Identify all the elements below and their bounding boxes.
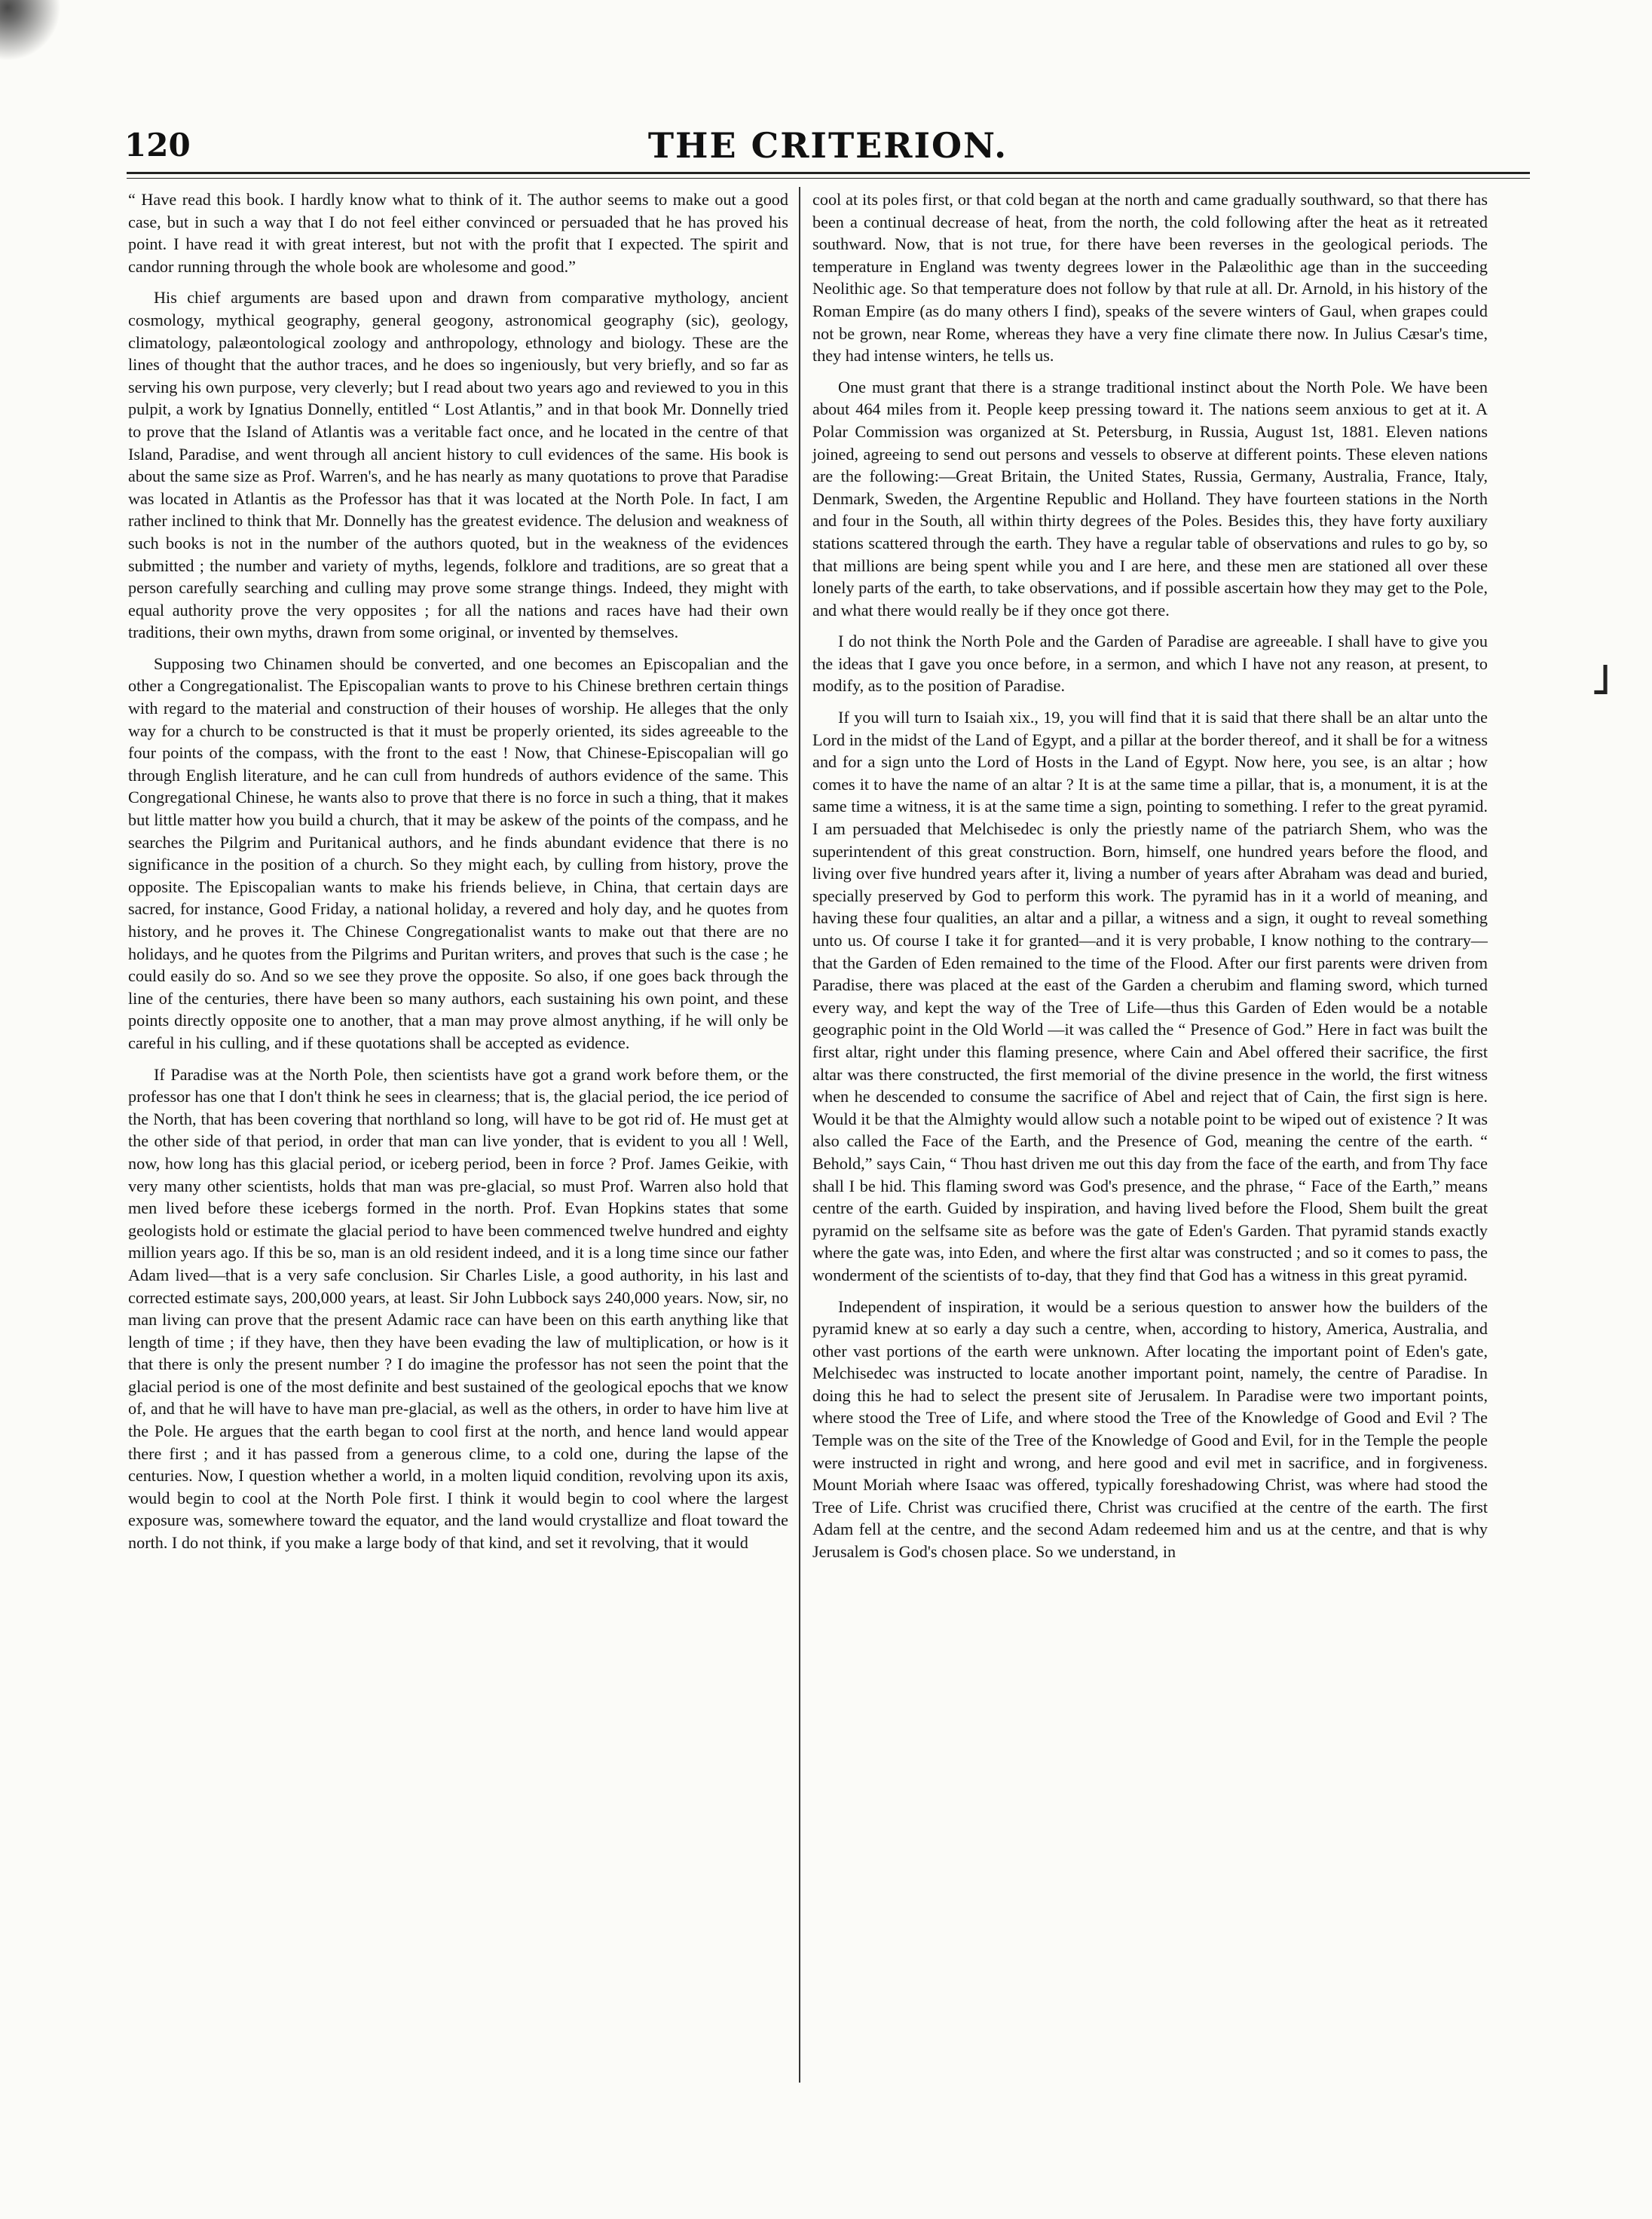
journal-title: THE CRITERION.	[647, 125, 1008, 166]
scan-corner-mark	[0, 0, 83, 68]
header-rule-thin	[127, 178, 1530, 179]
header-rule	[127, 172, 1530, 174]
paragraph: “ Have read this book. I hardly know what to think of it. The author seems to make out a good case, but in such a way that I do not feel either convinced or persuaded that he has proved his point. I have read it with great interest, but not with the profit that I expected. The spirit and candor running through the whole book are wholesome and good.”	[128, 190, 788, 276]
margin-mark: ˩	[1590, 656, 1611, 705]
paragraph: If you will turn to Isaiah xix., 19, you will find that it is said that there shall be an altar unto the Lord in the midst of the Land of Egypt, and a pillar at the border thereof, and it shall be for a witness and for a sign unto the Lord of Hosts in the Land of Egypt. Now here, you see, is an altar ; how comes it to have the name of an altar ? It is at the same time a pillar, that is, a monument, it is at the same time a witness, it is at the same time a sign, pointing to something. I refer to the great pyramid. I am persuaded that Melchisedec is only the priestly name of the patriarch Shem, who was the superintendent of this great construction. Born, himself, one hundred years before the flood, and living over five hundred years after it, living a number of years after Abraham was dead and buried, specially preserved by God to perform this work. The pyramid has in it a world of meaning, and having these four qualities, an altar and a pillar, a witness and a sign, it ought to reveal something unto us. Of course I take it for granted—and it is very probable, I know nothing to the contrary—that the Garden of Eden remained to the time of the Flood. After our first parents were driven from Paradise, there was placed at the east of the Garden a cherubim and flaming sword, which turned every way, and kept the way of the Tree of Life—thus this Garden of Eden would be a notable geographic point in the Old World —it was called the “ Presence of God.” Here in fact was built the first altar, right under this flaming presence, where Cain and Abel offered their sacrifice, the first altar was there constructed, the first memorial of the divine presence in the world, the first witness when he descended to consume the sacrifice of Abel and reject that of Cain, the first sign is here. Would it be that the Almighty would allow such a notable point to be wiped out of existence ? It was also called the Face of the Earth, and the Presence of God, meaning the centre of the earth. “ Behold,” says Cain, “ Thou hast driven me out this day from the face of the earth, and from Thy face shall I be hid. This flaming sword was God's presence, and the phrase, “ Face of the Earth,” means centre of the earth. Guided by inspiration, and having lived before the Flood, Shem built the great pyramid on the selfsame site as before was the gate of Eden's Garden. That pyramid stands exactly where the gate was, into Eden, and where the first altar was constructed ; and so it comes to pass, the wonderment of the scientists of to-day, that they find that God has a witness in this great pyramid.	[812, 708, 1488, 1284]
right-column	[812, 188, 1488, 1572]
page-number: 120	[124, 127, 191, 164]
paragraph: I do not think the North Pole and the Garden of Paradise are agreeable. I shall have to give you the ideas that I gave you once before, in a sermon, and which I have not any reason, at present, to modify, as to the position of Paradise.	[812, 632, 1488, 696]
paragraph: cool at its poles first, or that cold began at the north and came gradually southward, so that there has been a continual decrease of heat, from the north, the cold following after the heat as it retreated southward. Now, that is not true, for there have been reverses in the geological periods. The temperature in England was twenty degrees lower in the Palæolithic age than in the succeeding Neolithic age. So that temperature does not follow by that rule at all. Dr. Arnold, in his history of the Roman Empire (as do many others I find), speaks of the severe winters of Gaul, when grapes could not be grown, near Rome, whereas they have a very fine climate there now. In Julius Cæsar's time, they had intense winters, he tells us.	[812, 190, 1488, 366]
column-divider	[799, 187, 800, 2083]
page-header	[124, 119, 1531, 172]
paragraph: His chief arguments are based upon and drawn from comparative mythology, ancient cosmology, mythical geography, general geogony, astronomical geography (sic), geology, climatology, palæontological zoology and anthropology, ethnology and biology. These are the lines of thought that the author traces, and he does so ingeniously, but very briefly, and so far as serving his own purpose, very cleverly; but I read about two years ago and reviewed to you in this pulpit, a work by Ignatius Donnelly, entitled “ Lost Atlantis,” and in that book Mr. Donnelly tried to prove that the Island of Atlantis was a veritable fact once, and he located in the centre of that Island, Paradise, and went through all ancient history to cull evidences of the same. His book is about the same size as Prof. Warren's, and he has nearly as many quotations to prove that Paradise was located in Atlantis as the Professor has that it was located at the North Pole. In fact, I am rather inclined to think that Mr. Donnelly has the greatest evidence. The delusion and weakness of such books is not in the number of the authors quoted, but in the weakness of the evidences submitted ; the number and variety of myths, legends, folklore and traditions, are so great that a person carefully searching and culling may prove some strange things. Indeed, they might with equal authority prove the very opposites ; for all the nations and races have had their own traditions, their own myths, drawn from some original, or invented by themselves.	[128, 288, 788, 642]
paragraph: One must grant that there is a strange traditional instinct about the North Pole. We have been about 464 miles from it. People keep pressing toward it. The nations seem anxious to get at it. A Polar Commission was organized at St. Petersburg, in Russia, August 1st, 1881. Eleven nations joined, agreeing to send out persons and vessels to observe at different points. These eleven nations are the following:—Great Britain, the United States, Russia, Germany, Australia, France, Italy, Denmark, Sweden, the Argentine Republic and Holland. They have fourteen stations in the North and four in the South, all within thirty degrees of the Poles. Besides this, they have forty auxiliary stations scattered through the earth. They have a regular table of observations and rules to go by, so that millions are being spent while you and I are here, and these men are stationed all over these lonely parts of the earth, to take observations, and if possible ascertain how they may get to the Pole, and what there would really be if they once got there.	[812, 377, 1488, 620]
paragraph: If Paradise was at the North Pole, then scientists have got a grand work before them, or the professor has one that I don't think he sees in clearness; that is, the glacial period, the ice period of the North, that has been covering that northland so long, will have to be got rid of. He must get at the other side of that period, in order that man can live yonder, that is evident to you all ! Well, now, how long has this glacial period, or iceberg period, been in force ? Prof. James Geikie, with very many other scientists, holds that man was pre-glacial, so must Prof. Warren also hold that men lived before these icebergs formed in the north. Prof. Evan Hopkins states that some geologists hold or estimate the glacial period to have been commenced twelve hundred and eighty million years ago. If this be so, man is an old resident indeed, and it is a long time since our father Adam lived—that is a very safe conclusion. Sir Charles Lisle, a good authority, in his last and corrected estimate says, 200,000 years, at least. Sir John Lubbock says 240,000 years. Now, sir, no man living can prove that the present Adamic race can have been on this earth anything like that length of time ; if they have, then they have been evading the law of multiplication, or how is it that there is only the present number ? I do imagine the professor has not seen the point that the glacial period is one of the most definite and best sustained of the geological epochs that we know of, and that he will have to have man pre-glacial, as well as the others, in order to have him live at the Pole. He argues that the earth began to cool first at the north, and hence land would appear there first ; and it has passed from a generous clime, to a cold one, during the lapse of the centuries. Now, I question whether a world, in a molten liquid condition, revolving upon its axis, would begin to cool at the North Pole first. I think it would begin to cool where the largest exposure was, somewhere toward the equator, and the land would crystallize and float toward the north. I do not think, if you make a large body of that kind, and set it revolving, that it would	[128, 1064, 788, 1553]
paragraph: Supposing two Chinamen should be converted, and one becomes an Episcopalian and the other a Congregationalist. The Episcopalian wants to prove to his Chinese brethren certain things with regard to the material and construction of their houses of worship. He alleges that the only way for a church to be constructed is that it must be properly oriented, its sides agreeable to the four points of the compass, with the front to the east ! Now, that Chinese-Episcopalian will go through English literature, and he can cull from hundreds of authors evidence of the same. This Congregational Chinese, he wants also to prove that there is no force in such a thing, that it makes but little matter how you build a church, that it may be askew of the points of the compass, and he searches the Pilgrim and Puritanical authors, and he finds abundant evidence that there is no significance in the position of a church. So they might each, by culling from history, prove the opposite. The Episcopalian wants to make his friends believe, in China, that certain days are sacred, for instance, Good Friday, a national holiday, a revered and holy day, and he quotes from history, and he proves it. The Chinese Congregationalist wants to make out that there are no holidays, and he quotes from the Pilgrims and Puritan writers, and proves that such is the case ; he could easily do so. And so we see they prove the opposite. So also, if one goes back through the line of the centuries, there have been so many authors, each sustaining his own point, and these points directly opposite one to another, that a man may prove almost anything, if he will only be careful in his culling, and if these quotations shall be accepted as evidence.	[128, 653, 788, 1052]
paragraph: Independent of inspiration, it would be a serious question to answer how the builders of the pyramid knew at so early a day such a centre, when, according to history, America, Australia, and other vast portions of the earth were unknown. After locating the important point of Eden's gate, Melchisedec was instructed to locate another important point, namely, the centre of Paradise. In doing this he had to select the present site of Jerusalem. In Paradise were two important points, where stood the Tree of Life, and where stood the Tree of the Knowledge of Good and Evil ? The Temple was on the site of the Tree of the Knowledge of Good and Evil, for in the Temple the people were instructed in right and wrong, and here good and evil met in sacrifice, and in forgiveness. Mount Moriah where Isaac was offered, typically foreshadowing Christ, was where had stood the Tree of Life. Christ was crucified there, Christ was crucified at the centre of the earth. The first Adam fell at the centre, and the second Adam redeemed him and us at the centre, and that is why Jerusalem is God's chosen place. So we understand, in	[812, 1296, 1488, 1562]
left-column	[128, 188, 788, 1563]
